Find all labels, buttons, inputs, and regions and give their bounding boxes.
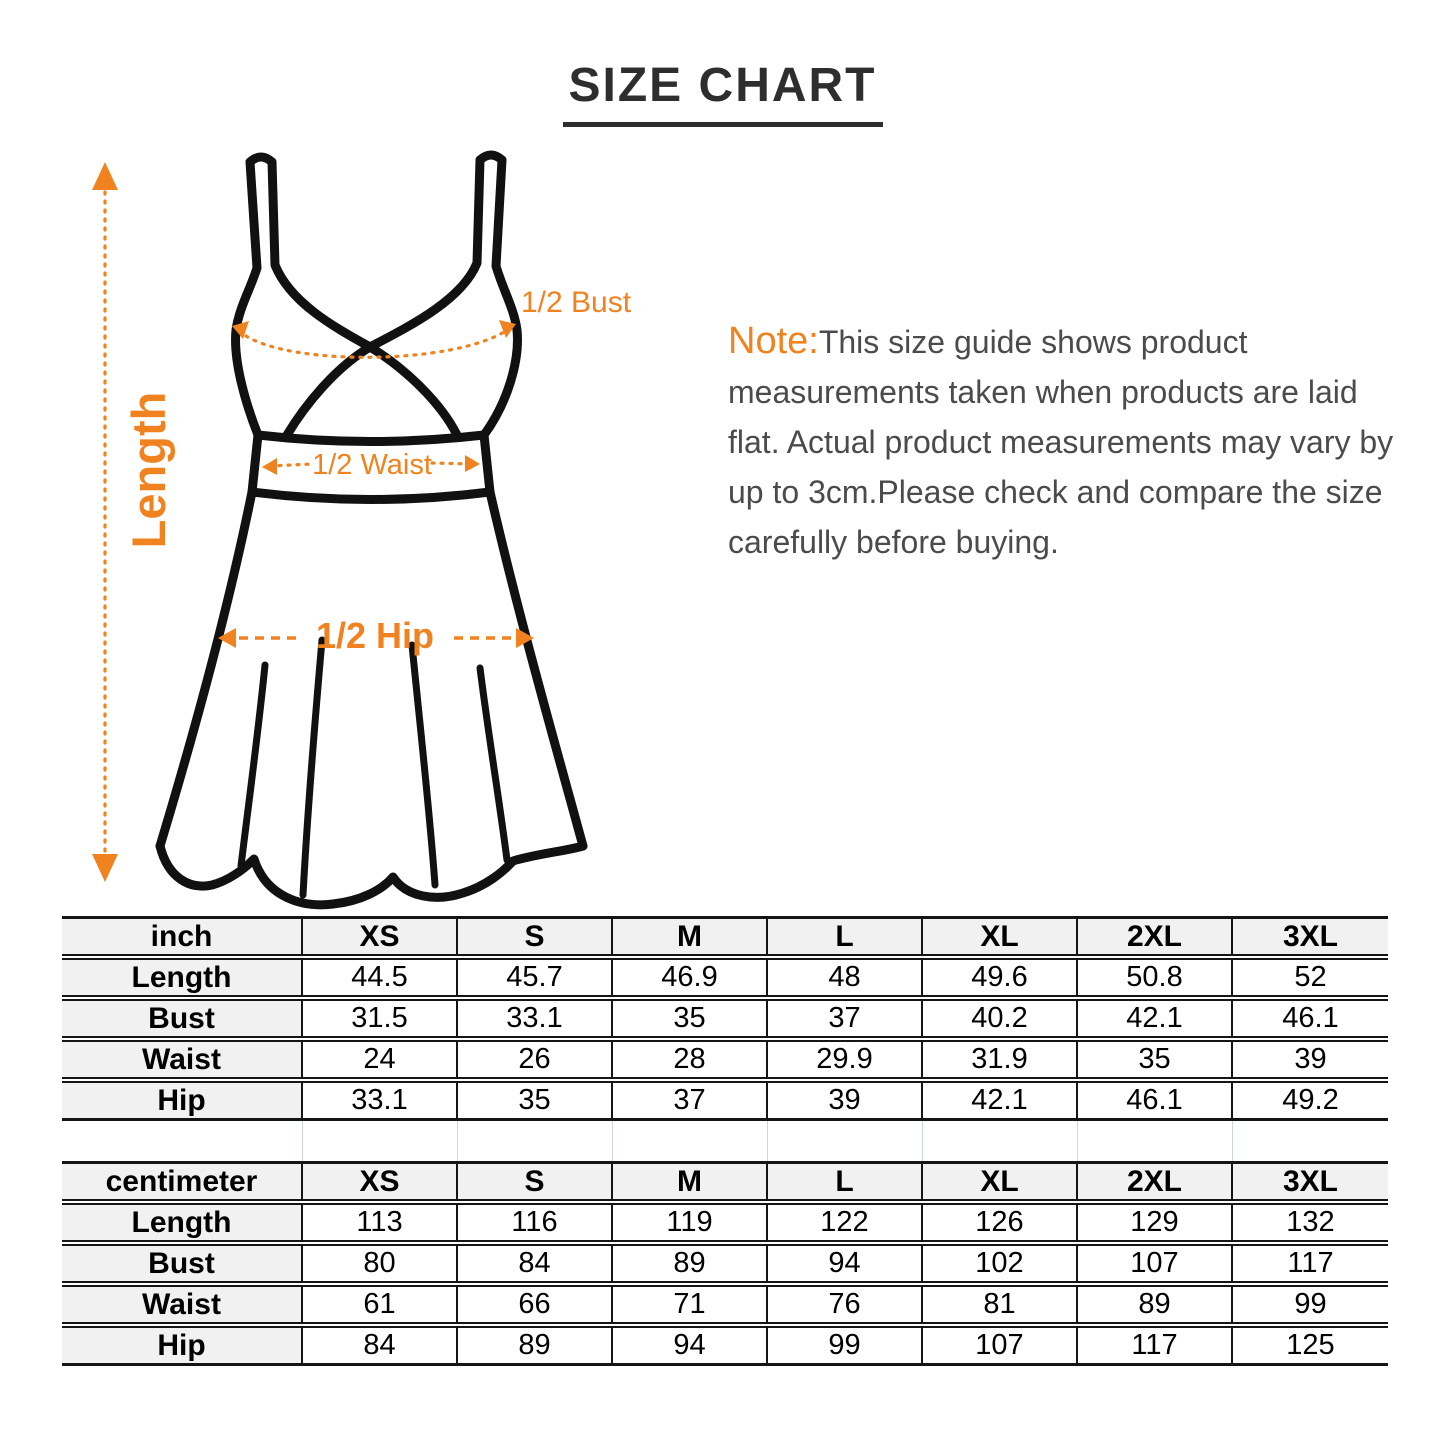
size-column-header: 2XL (1078, 1161, 1233, 1201)
measurement-value-cell: 44.5 (303, 958, 458, 997)
measurement-value-cell: 24 (303, 1040, 458, 1079)
spacer-cell (613, 1121, 768, 1161)
size-tables (62, 916, 1390, 1366)
measurement-value-cell: 42.1 (923, 1081, 1078, 1121)
size-column-header: XS (303, 1161, 458, 1201)
measurement-value-cell: 37 (768, 999, 923, 1038)
size-table-centimeter (62, 1161, 1390, 1366)
length-arrow (92, 162, 118, 882)
unit-header-cell: inch (62, 916, 303, 956)
size-table-inch (62, 916, 1390, 1121)
measurement-value-cell: 122 (768, 1203, 923, 1242)
row-label-cell: Length (62, 958, 303, 997)
measurement-value-cell: 117 (1078, 1326, 1233, 1366)
measurement-value-cell: 81 (923, 1285, 1078, 1324)
measurement-value-cell: 46.1 (1233, 999, 1388, 1038)
size-column-header: XS (303, 916, 458, 956)
measurement-value-cell: 50.8 (1078, 958, 1233, 997)
length-label: Length (122, 391, 175, 549)
size-column-header: 3XL (1233, 916, 1388, 956)
measurement-value-cell: 35 (458, 1081, 613, 1121)
spacer-cell (62, 1121, 303, 1161)
bust-label: 1/2 Bust (521, 286, 632, 319)
size-column-header: S (458, 916, 613, 956)
measurement-value-cell: 26 (458, 1040, 613, 1079)
spacer-cell (1233, 1121, 1388, 1161)
measurement-value-cell: 46.1 (1078, 1081, 1233, 1121)
measurement-value-cell: 48 (768, 958, 923, 997)
measurement-value-cell: 31.9 (923, 1040, 1078, 1079)
dress-illustration (60, 140, 710, 940)
measurement-value-cell: 46.9 (613, 958, 768, 997)
measurement-value-cell: 49.2 (1233, 1081, 1388, 1121)
row-label-cell: Bust (62, 1244, 303, 1283)
measurement-value-cell: 35 (1078, 1040, 1233, 1079)
measurement-value-cell: 35 (613, 999, 768, 1038)
measurement-value-cell: 99 (1233, 1285, 1388, 1324)
row-label-cell: Waist (62, 1285, 303, 1324)
measurement-value-cell: 113 (303, 1203, 458, 1242)
measurement-value-cell: 39 (768, 1081, 923, 1121)
table-spacer (62, 1121, 1390, 1161)
size-column-header: M (613, 1161, 768, 1201)
measurement-value-cell: 89 (1078, 1285, 1233, 1324)
measurement-value-cell: 39 (1233, 1040, 1388, 1079)
measurement-value-cell: 84 (303, 1326, 458, 1366)
measurement-value-cell: 37 (613, 1081, 768, 1121)
size-column-header: S (458, 1161, 613, 1201)
measurement-value-cell: 129 (1078, 1203, 1233, 1242)
measurement-value-cell: 29.9 (768, 1040, 923, 1079)
measurement-value-cell: 117 (1233, 1244, 1388, 1283)
row-label-cell: Hip (62, 1081, 303, 1121)
row-label-cell: Waist (62, 1040, 303, 1079)
row-label-cell: Hip (62, 1326, 303, 1366)
measurement-value-cell: 49.6 (923, 958, 1078, 997)
measurement-value-cell: 89 (458, 1326, 613, 1366)
note-label: Note: (728, 320, 819, 362)
note-text (728, 316, 1400, 567)
spacer-cell (768, 1121, 923, 1161)
measurement-value-cell: 33.1 (458, 999, 613, 1038)
size-column-header: XL (923, 1161, 1078, 1201)
unit-header-cell: centimeter (62, 1161, 303, 1201)
measurement-value-cell: 94 (613, 1326, 768, 1366)
measurement-value-cell: 80 (303, 1244, 458, 1283)
waist-label: 1/2 Waist (312, 449, 432, 481)
measurement-value-cell: 132 (1233, 1203, 1388, 1242)
measurement-value-cell: 61 (303, 1285, 458, 1324)
measurement-value-cell: 107 (923, 1326, 1078, 1366)
measurement-value-cell: 89 (613, 1244, 768, 1283)
measurement-value-cell: 33.1 (303, 1081, 458, 1121)
size-column-header: XL (923, 916, 1078, 956)
size-column-header: L (768, 1161, 923, 1201)
measurement-value-cell: 126 (923, 1203, 1078, 1242)
measurement-value-cell: 76 (768, 1285, 923, 1324)
page-title: SIZE CHART (563, 58, 883, 127)
size-column-header: L (768, 916, 923, 956)
dress-measurement-diagram (60, 140, 710, 940)
row-label-cell: Bust (62, 999, 303, 1038)
tables-container (62, 916, 1390, 1366)
measurement-value-cell: 125 (1233, 1326, 1388, 1366)
measurement-value-cell: 71 (613, 1285, 768, 1324)
measurement-value-cell: 28 (613, 1040, 768, 1079)
size-column-header: 3XL (1233, 1161, 1388, 1201)
measurement-value-cell: 107 (1078, 1244, 1233, 1283)
size-column-header: M (613, 916, 768, 956)
measurement-value-cell: 52 (1233, 958, 1388, 997)
measurement-value-cell: 42.1 (1078, 999, 1233, 1038)
measurement-value-cell: 94 (768, 1244, 923, 1283)
note-body: This size guide shows product measurements taken when products are laid flat. Actual product measurements may vary by up to 3cm.Please check and compare the size carefully before buying. (728, 324, 1394, 560)
spacer-cell (923, 1121, 1078, 1161)
row-label-cell: Length (62, 1203, 303, 1242)
measurement-value-cell: 99 (768, 1326, 923, 1366)
spacer-cell (303, 1121, 458, 1161)
title-wrap (0, 58, 1445, 127)
measurement-value-cell: 119 (613, 1203, 768, 1242)
spacer-cell (458, 1121, 613, 1161)
dress-outline (160, 155, 583, 905)
measurement-value-cell: 84 (458, 1244, 613, 1283)
measurement-value-cell: 66 (458, 1285, 613, 1324)
measurement-value-cell: 45.7 (458, 958, 613, 997)
measurement-value-cell: 102 (923, 1244, 1078, 1283)
spacer-cell (1078, 1121, 1233, 1161)
measurement-value-cell: 116 (458, 1203, 613, 1242)
measurement-value-cell: 40.2 (923, 999, 1078, 1038)
measurement-value-cell: 31.5 (303, 999, 458, 1038)
size-column-header: 2XL (1078, 916, 1233, 956)
hip-label: 1/2 Hip (315, 615, 435, 656)
